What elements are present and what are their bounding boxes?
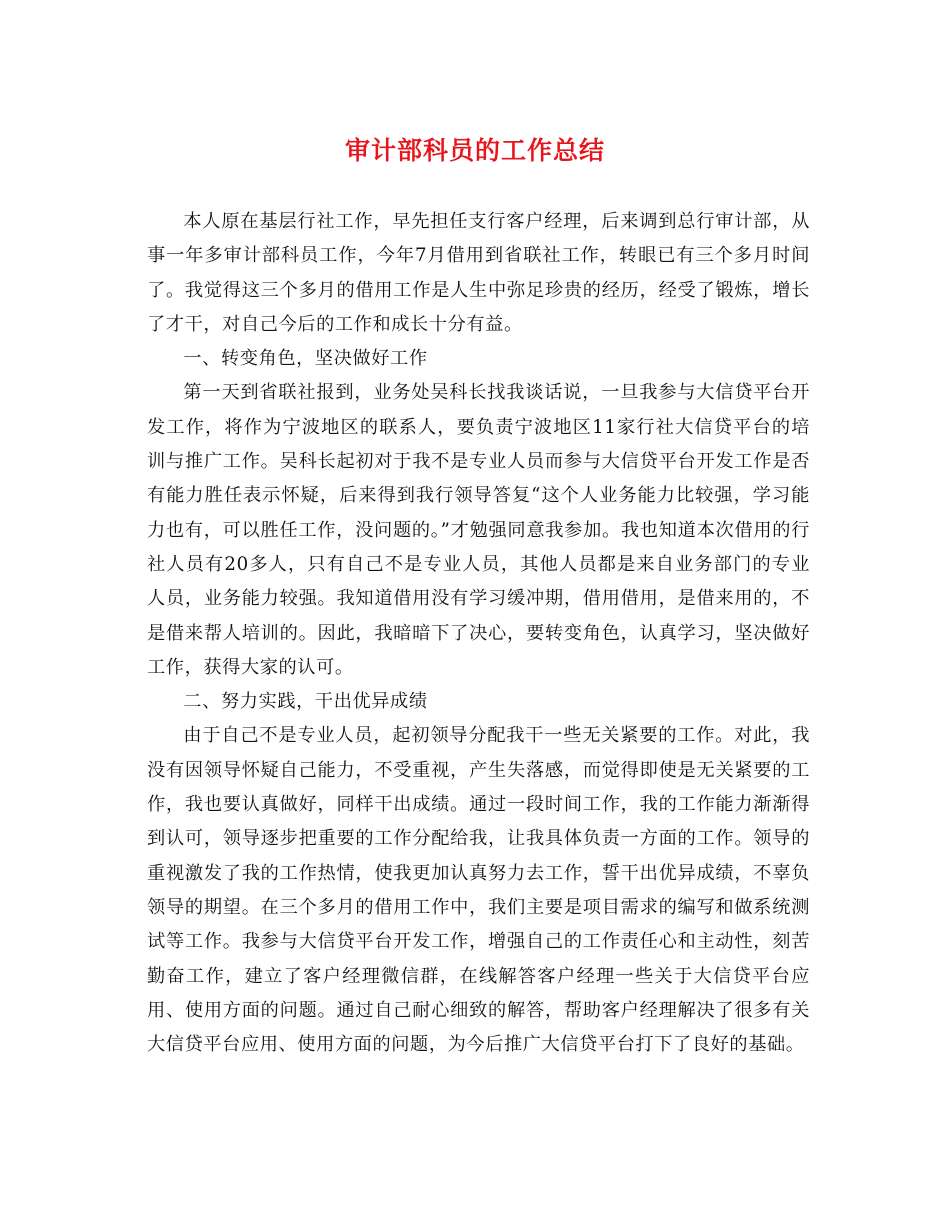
- section-heading-1: 一、转变角色，坚决做好工作: [183, 348, 428, 370]
- paragraph-section-2: 由于自己不是专业人员，起初领导分配我干一些无关紧要的工作。对此，我没有因领导怀疑自己能力，不受重视，产生失落感，而觉得即使是无关紧要的工作，我也要认真做好，同样干出成绩。通过一段时间工作，我的工作能力渐渐得到认可，领导逐步把重要的工作分配给我，让我具体负责一方面的工作。领导的重视激发了我的工作热情，使我更加认真努力去工作，誓干出优异成绩，不辜负领导的期望。在三个多月的借用工作中，我们主要是项目需求的编写和做系统测试等工作。我参与大信贷平台开发工作，增强自己的工作责任心和主动性，刻苦勤奋工作，建立了客户经理微信群，在线解答客户经理一些关于大信贷平台应用、使用方面的问题。通过自己耐心细致的解答，帮助客户经理解决了很多有关大信贷平台应用、使用方面的问题，为今后推广大信贷平台打下了良好的基础。: [147, 725, 810, 1056]
- section-heading-2: 二、努力实践，干出优异成绩: [183, 691, 428, 713]
- paragraph-intro: 本人原在基层行社工作，早先担任支行客户经理，后来调到总行审计部，从事一年多审计部科员工作，今年7月借用到省联社工作，转眼已有三个多月时间了。我觉得这三个多月的借用工作是人生中弥足珍贵的经历，经受了锻炼，增长了才干，对自己今后的工作和成长十分有益。: [147, 211, 810, 335]
- document-body: [147, 205, 810, 1062]
- document-title: 审计部科员的工作总结: [344, 136, 605, 165]
- paragraph-section-1: 第一天到省联社报到，业务处吴科长找我谈话说，一旦我参与大信贷平台开发工作，将作为宁波地区的联系人，要负责宁波地区11家行社大信贷平台的培训与推广工作。吴科长起初对于我不是专业人员而参与大信贷平台开发工作是否有能力胜任表示怀疑，后来得到我行领导答复“这个人业务能力比较强，学习能力也有，可以胜任工作，没问题的。”才勉强同意我参加。我也知道本次借用的行社人员有20多人，只有自己不是专业人员，其他人员都是来自业务部门的专业人员，业务能力较强。我知道借用没有学习缓冲期，借用借用，是借来用的，不是借来帮人培训的。因此，我暗暗下了决心，要转变角色，认真学习，坚决做好工作，获得大家的认可。: [147, 382, 810, 678]
